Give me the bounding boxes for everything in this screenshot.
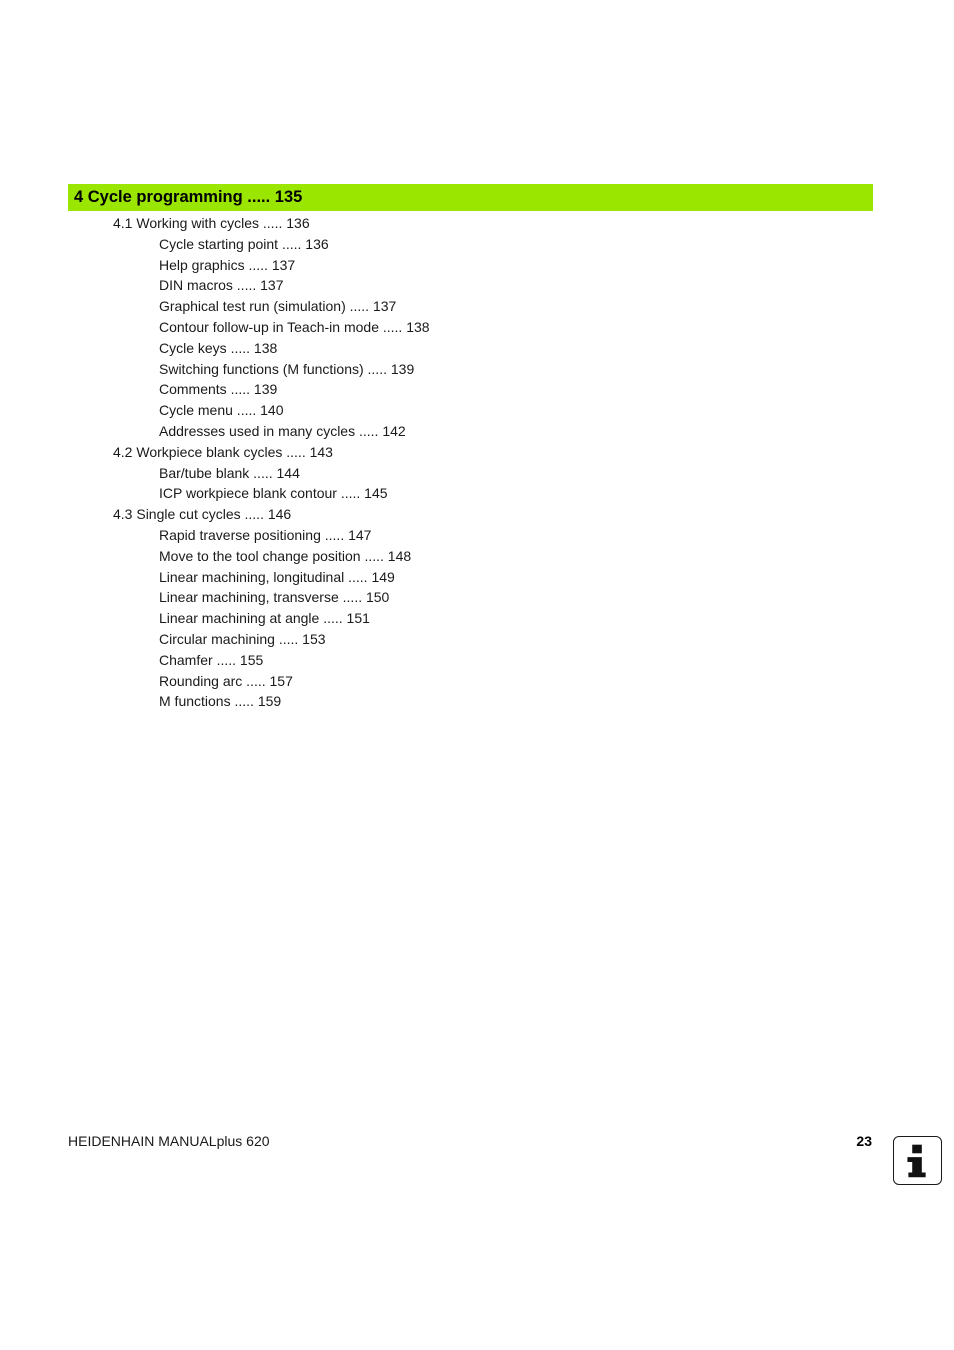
toc-section-link[interactable]: 4.1 Working with cycles ..... 136 bbox=[113, 215, 310, 231]
toc-entry-link[interactable]: Bar/tube blank ..... 144 bbox=[159, 464, 300, 481]
toc-section-link[interactable]: 4.2 Workpiece blank cycles ..... 143 bbox=[113, 443, 333, 460]
toc-entry-link[interactable]: Graphical test run (simulation) ..... 137 bbox=[159, 298, 397, 315]
toc-entry-link[interactable]: Move to the tool change position ..... 148 bbox=[159, 547, 412, 564]
info-icon bbox=[893, 1136, 942, 1185]
toc-entry-link[interactable]: Chamfer ..... 155 bbox=[159, 651, 264, 668]
toc-entry-link[interactable]: Cycle menu ..... 140 bbox=[159, 402, 284, 419]
page-number: 23 bbox=[856, 1133, 872, 1149]
toc-entry-link[interactable]: DIN macros ..... 137 bbox=[159, 277, 284, 294]
toc-entry-link[interactable]: Rounding arc ..... 157 bbox=[159, 672, 293, 689]
chapter-title[interactable]: 4 Cycle programming ..... 135 bbox=[74, 188, 303, 206]
toc-entry-link[interactable]: Contour follow-up in Teach-in mode ..... 138 bbox=[159, 318, 430, 335]
toc-entry-link[interactable]: ICP workpiece blank contour ..... 145 bbox=[159, 485, 388, 502]
footer-manual-title: HEIDENHAIN MANUALplus 620 bbox=[68, 1133, 270, 1149]
table-of-contents bbox=[0, 213, 954, 712]
info-glyph bbox=[894, 1137, 941, 1184]
toc-entry-link[interactable]: Switching functions (M functions) ..... 139 bbox=[159, 360, 415, 377]
toc-entry-link[interactable]: Rapid traverse positioning ..... 147 bbox=[159, 526, 372, 543]
toc-entry-link[interactable]: Addresses used in many cycles ..... 142 bbox=[159, 422, 406, 439]
chapter-heading-bar bbox=[68, 184, 873, 211]
toc-entry-link[interactable]: Circular machining ..... 153 bbox=[159, 630, 326, 647]
toc-entry-link[interactable]: Cycle starting point ..... 136 bbox=[159, 235, 329, 252]
toc-entry-link[interactable]: Help graphics ..... 137 bbox=[159, 256, 296, 273]
toc-entry-link[interactable]: M functions ..... 159 bbox=[159, 693, 282, 710]
toc-entry-link[interactable]: Linear machining at angle ..... 151 bbox=[159, 610, 370, 627]
toc-entry-link[interactable]: Comments ..... 139 bbox=[159, 381, 278, 398]
toc-entry-link[interactable]: Linear machining, longitudinal ..... 149 bbox=[159, 568, 395, 585]
toc-entry-link[interactable]: Linear machining, transverse ..... 150 bbox=[159, 589, 390, 606]
toc-entry-link[interactable]: Cycle keys ..... 138 bbox=[159, 339, 278, 356]
toc-section-link[interactable]: 4.3 Single cut cycles ..... 146 bbox=[113, 506, 292, 523]
